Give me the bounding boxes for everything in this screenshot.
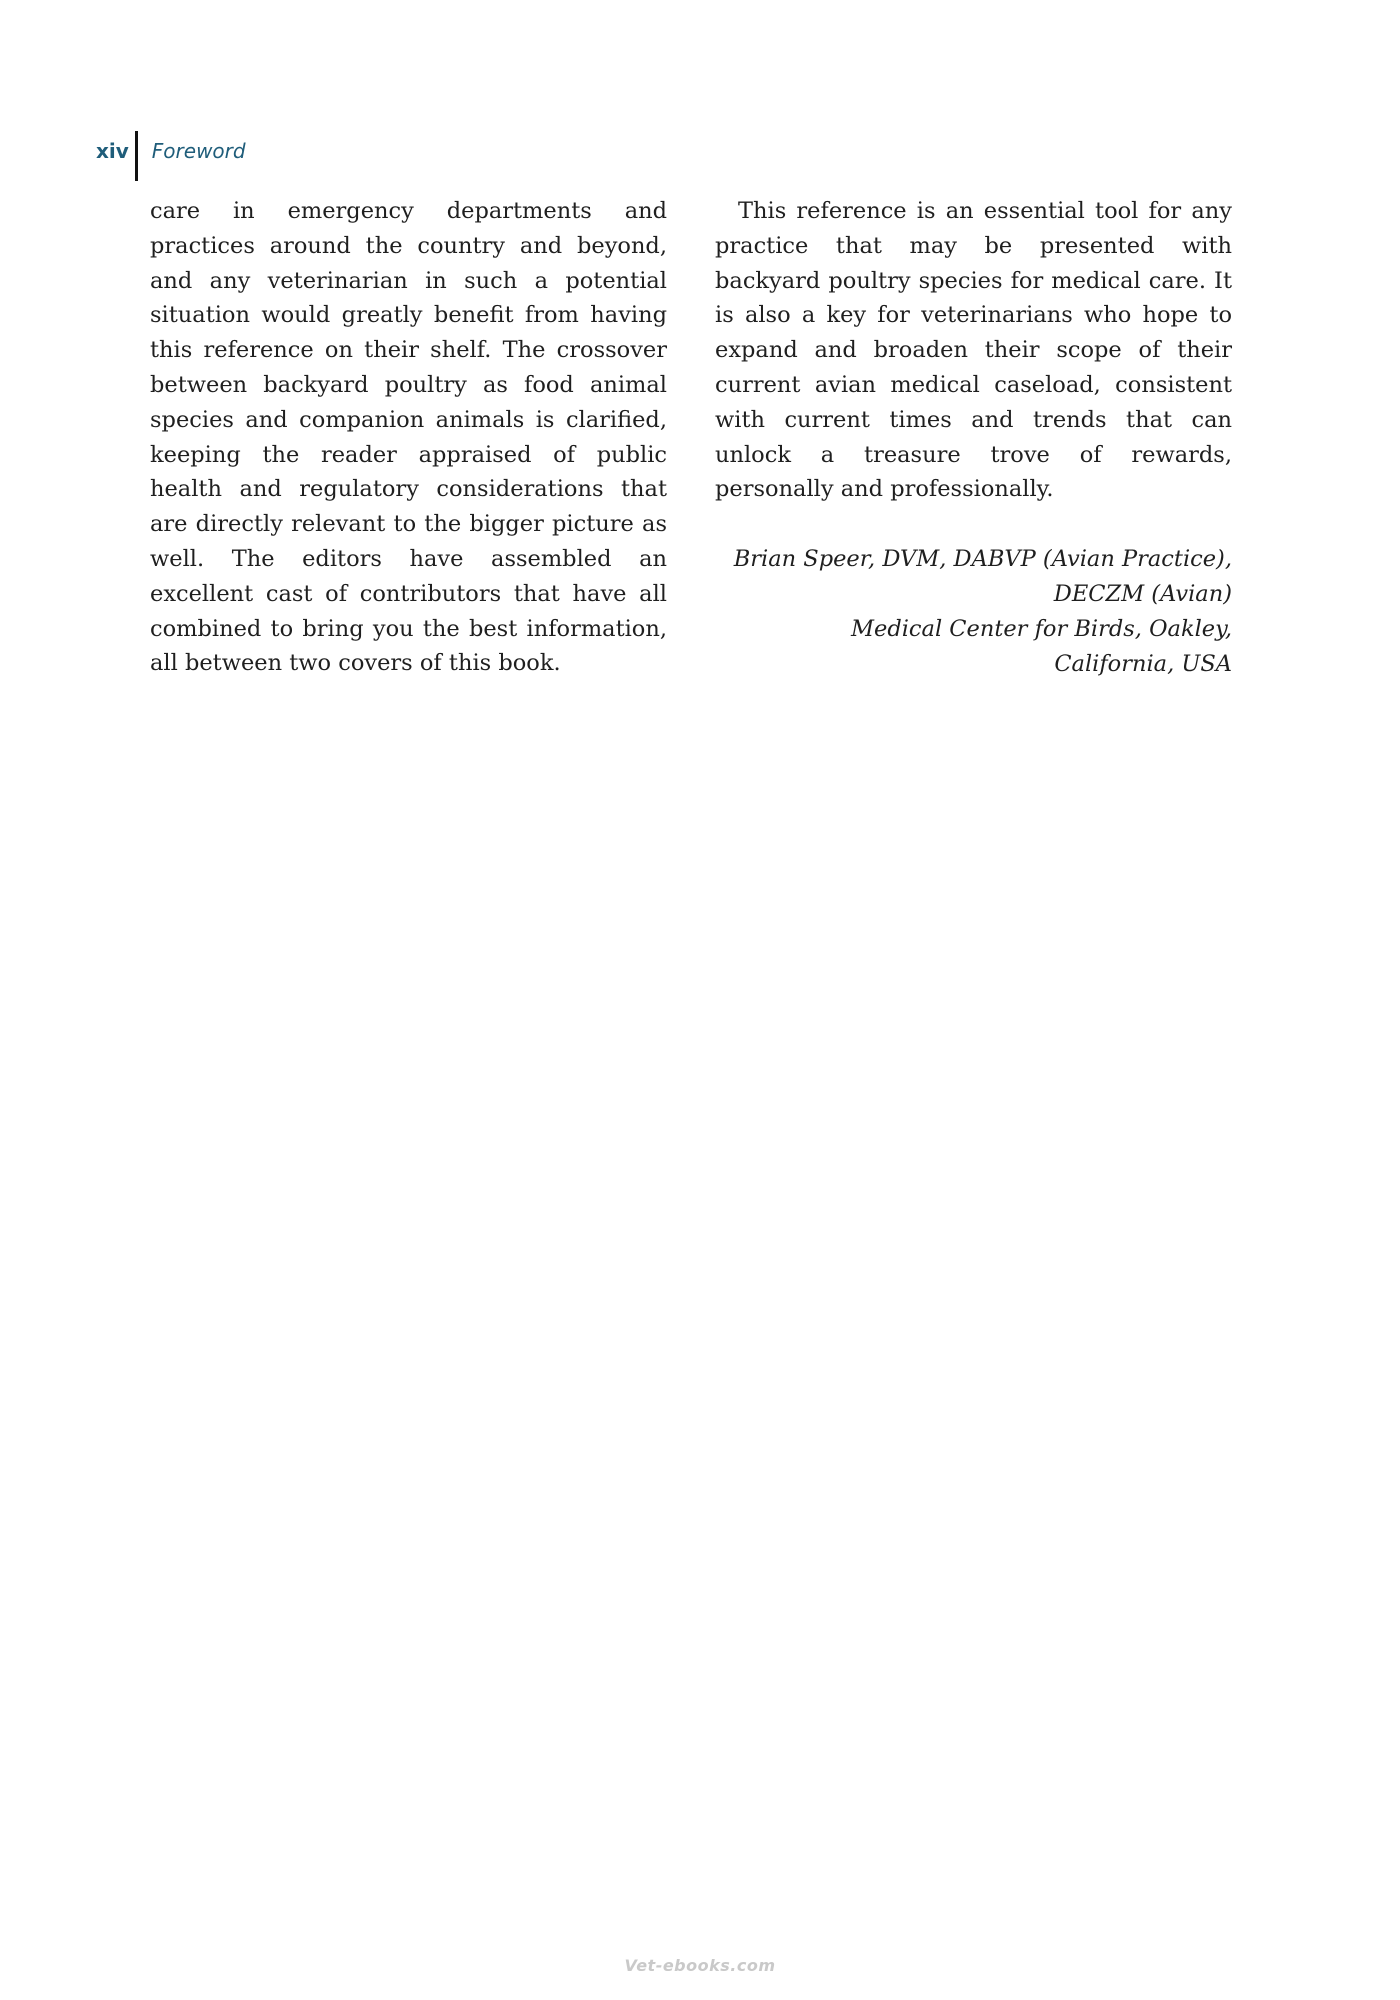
page-number: xiv <box>96 139 129 163</box>
author-location: California, USA <box>1054 650 1232 677</box>
watermark-logo: Vet-ebooks.com <box>624 1956 776 1975</box>
left-column <box>150 194 667 681</box>
author-name-credentials: Brian Speer, DVM, DABVP (Avian Practice), <box>733 546 1232 573</box>
body-paragraph-continued: care in emergency departments and practices around the country and beyond, and any veterinarian in such a potential situation would greatly benefit from having this reference on their shelf. The crossover between backyard poultry as food animal species and companion animals is clarified, keeping the reader appraised of public health and regulatory considerations that are directly relevant to the bigger picture as well. The editors have assembled an excellent cast of contributors that have all combined to bring you the best information, all between two covers of this book. <box>150 198 667 677</box>
section-title: Foreword <box>151 139 246 163</box>
body-paragraph-closing: This reference is an essential tool for any practice that may be presented with backyard poultry species for medical care. It is also a key for veterinarians who hope to expand and broaden their scope of their current avian medical caseload, consistent with current times and trends that can unlock a treasure trove of rewards, personally and professionally. <box>715 198 1232 503</box>
author-credentials-continued: DECZM (Avian) <box>1053 580 1232 607</box>
right-column <box>715 194 1232 681</box>
author-signature <box>715 542 1232 681</box>
author-affiliation: Medical Center for Birds, Oakley, <box>850 615 1232 642</box>
running-head <box>96 131 246 181</box>
